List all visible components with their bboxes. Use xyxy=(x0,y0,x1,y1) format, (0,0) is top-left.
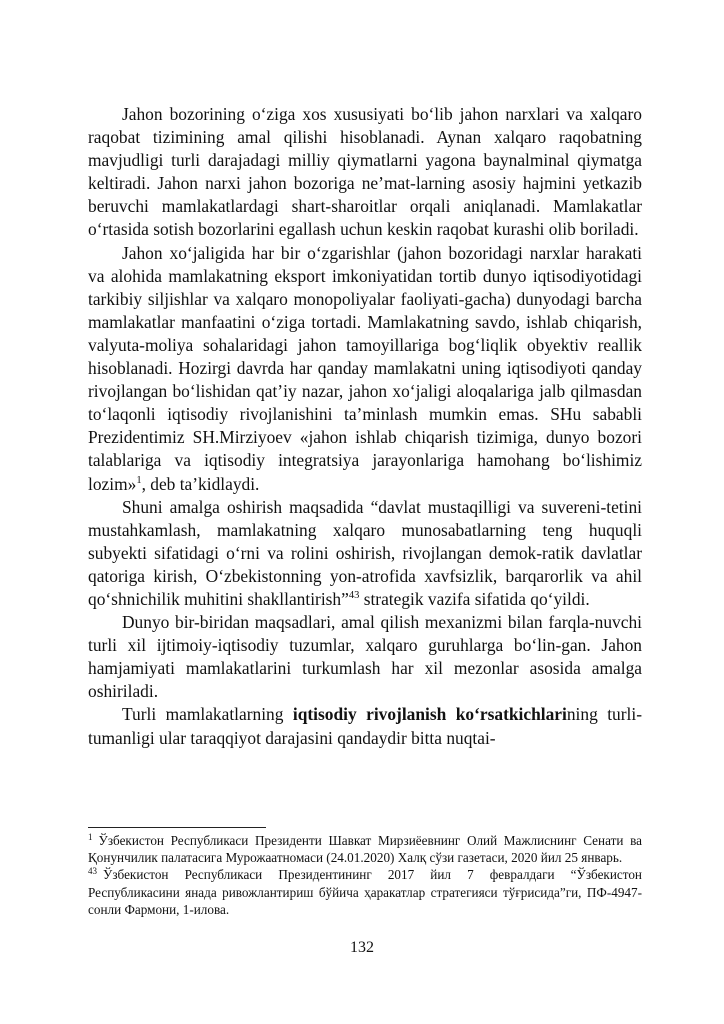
footnote-mark: 1 xyxy=(88,831,93,842)
paragraph-5: Turli mamlakatlarning iqtisodiy rivojlanish ko‘rsatkichlarining turli-tumanligi ular taraqqiyot darajasini qandaydir bitta nuqtai- xyxy=(88,704,642,748)
paragraph-3: Shuni amalga oshirish maqsadida “davlat mustaqilligi va suvereni-tetini mustahkamlash, mamlakatning xalqaro munosabatlarning teng huquqli subyekti sifatidagi o‘rni va rolini oshirish, rivojlangan demok-ratik davlatlar qatoriga kirish, O‘zbekistonning yon-atrofida xavfsizlik, barqarorlik va ahil qo‘shnichilik muhitini shakllantirish”$^{43}$ strategik vazifa sifatida qo‘yildi. xyxy=(88,496,642,609)
footnote-43: $^{43}$ Ўзбекистон Республикаси Президентининг 2017 йил 7 февралдаги “Ўзбекистон Республикасини янада ривожлантириш бўйича ҳаракатлар стратегияси тўғрисида”ги, ПФ-4947-сонли Фармони, 1-илова. xyxy=(88,866,642,917)
paragraph-1: Jahon bozorining o‘ziga xos xususiyati bo‘lib jahon narxlari va xalqaro raqobat tizimining amal qilishi hisoblanadi. Aynan xalqaro raqobatning mavjudligi turli darajadagi milliy qiymatlarni yagona baynalminal qiymatga keltiradi. Jahon narxi jahon bozoriga ne’mat-larning asosiy hajmini yetkazib beruvchi mamlakatlardagi shart-sharoitlar orqali aniqlanadi. Mamlakatlar o‘rtasida sotish bozorlarini egallash uchun keskin raqobat kurashi olib boriladi. xyxy=(88,104,642,240)
main-text xyxy=(88,103,642,750)
footnote-mark: 43 xyxy=(88,866,97,877)
footnote-1: $^1$ Ўзбекистон Республикаси Президенти Шавкат Мирзиёевнинг Олий Мажлиснинг Сенати ва Қонунчилик палатасига Мурожаатномаси (24.01.2020) Халқ сўзи газетаси, 2020 йил 25 январь. xyxy=(88,831,642,866)
page-number: 132 xyxy=(350,939,374,956)
footnote-ref-1[interactable]: 1 xyxy=(136,474,142,486)
footnote-ref-43[interactable]: 43 xyxy=(348,590,360,602)
bold-term: iqtisodiy rivojlanish ko‘rsatkichlari xyxy=(292,704,567,725)
paragraph-4: Dunyo bir-biridan maqsadlari, amal qilish mexanizmi bilan farqla-nuvchi turli xil ijtimoiy-iqtisodiy tuzumlar, xalqaro guruhlarga bo‘lin-gan. Jahon hamjamiyati mamlakatlarini turkumlash har xil mezonlar asosida amalga oshiriladi. xyxy=(88,612,642,702)
paragraph-2: Jahon xo‘jaligida har bir o‘zgarishlar (jahon bozoridagi narxlar harakati va alohida mamlakatning eksport imkoniyatidan tortib dunyo iqtisodiyotidagi tarkibiy siljishlar va xalqaro monopoliyalar faoliyati-gacha) dunyodagi barcha mamlakatlar manfaatini o‘ziga tortadi. Mamlakatning savdo, ishlab chiqarish, valyuta-moliya sohalaridagi jahon tamoyillariga bog‘liqlik obyektiv reallik hisoblanadi. Hozirgi davrda har qanday mamlakatni uning iqtisodiyoti qanday rivojlangan bo‘lishidan qat’iy nazar, jahon xo‘jaligi aloqalariga jalb qilmasdan to‘laqonli iqtisodiy rivojlanishini ta’minlash mumkin emas. SHu sababli Prezidentimiz SH.Mirziyoev «jahon ishlab chiqarish tizimiga, dunyo bozori talablariga va iqtisodiy integratsiya jarayonlariga hamohang bo‘lishimiz lozim»$^1$, deb ta’kidlaydi. xyxy=(88,242,642,494)
footnote-divider xyxy=(88,827,266,828)
footnotes xyxy=(88,832,642,918)
